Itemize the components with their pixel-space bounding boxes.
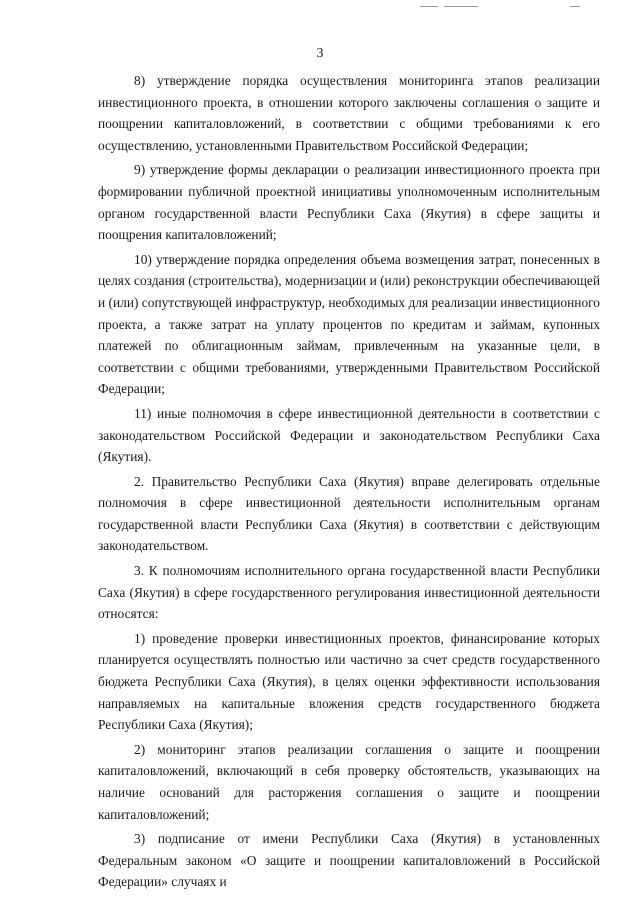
- paragraph-item-10: 10) утверждение порядка определения объема возмещения затрат, понесенных в целях создания (строительства), модернизации и (или) реконструкции обеспечивающей и (или) сопутствующей инфраструктур, необходимых для реализации инвестиционного проекта, а также затрат на уплату процентов по кредитам и займам, купонных платежей по облигационным займам, привлеченным на указанные цели, в соответствии с общими требованиями, утвержденными Правительством Российской Федерации;: [98, 251, 600, 397]
- scan-header-marks: [420, 6, 600, 12]
- paragraph-subitem-3: 3) подписание от имени Республики Саха (Якутия) в установленных Федеральным законом «О защите и поощрении капиталовложений в Российской Федерации» случаях и: [98, 831, 600, 890]
- paragraph-section-2: 2. Правительство Республики Саха (Якутия) вправе делегировать отдельные полномочия в сфере инвестиционной деятельности исполнительным органам государственной власти Республики Саха (Якутия) в соответствии с действующим законодательством.: [98, 473, 600, 554]
- document-body: [98, 70, 600, 896]
- paragraph-section-3: 3. К полномочиям исполнительного органа государственной власти Республики Саха (Якутия) в сфере государственного регулирования инвестиционной деятельности относятся:: [98, 563, 600, 622]
- page-number: 3: [316, 46, 324, 61]
- paragraph-subitem-1: 1) проведение проверки инвестиционных проектов, финансирование которых планируется осуществлять полностью или частично за счет средств государственного бюджета Республики Саха (Якутия), в целях оценки эффективности использования направляемых на капитальные вложения средств государственного бюджета Республики Саха (Якутия);: [98, 630, 600, 733]
- paragraph-item-8: 8) утверждение порядка осуществления мониторинга этапов реализации инвестиционного проекта, в отношении которого заключены соглашения о защите и поощрении капиталовложений, в соответствии с общими требованиями к его осуществлению, установленными Правительством Российской Федерации;: [98, 73, 600, 153]
- paragraph-item-11: 11) иные полномочия в сфере инвестиционной деятельности в соответствии с законодательством Российской Федерации и законодательством Республики Саха (Якутия).: [98, 405, 600, 465]
- paragraph-subitem-2: 2) мониторинг этапов реализации соглашения о защите и поощрении капиталовложений, включающий в себя проверку обстоятельств, указывающих на наличие оснований для расторжения соглашения о защите и поощрении капиталовложений;: [98, 741, 600, 822]
- paragraph-item-9: 9) утверждение формы декларации о реализации инвестиционного проекта при формировании публичной проектной инициативы уполномоченным исполнительным органом государственной власти Республики Саха (Якутия) в сфере защиты и поощрения капиталовложений;: [98, 162, 600, 243]
